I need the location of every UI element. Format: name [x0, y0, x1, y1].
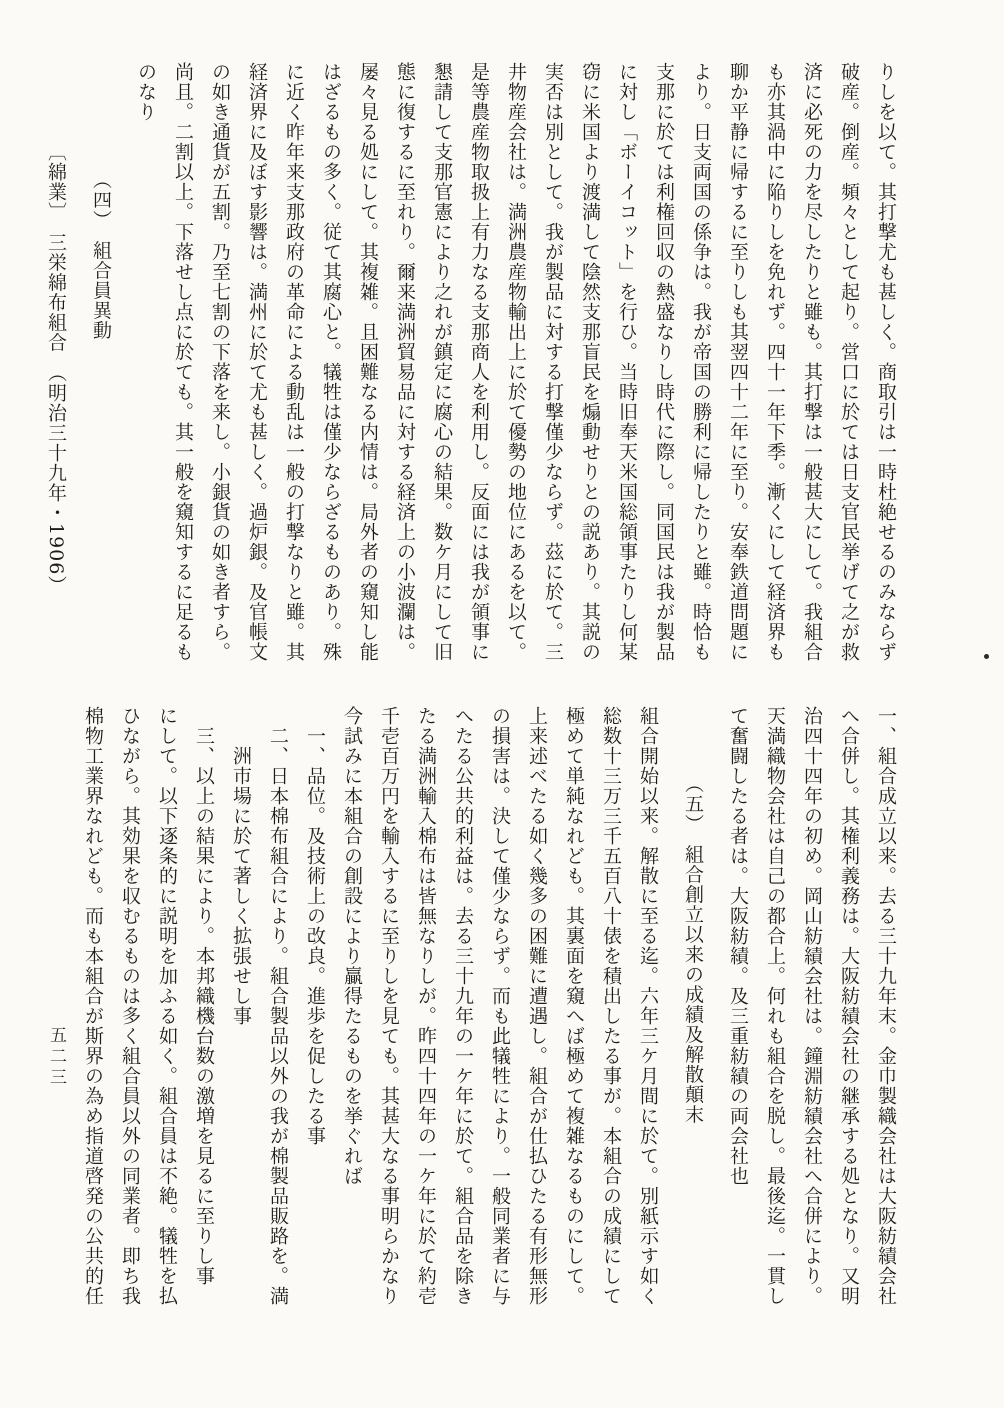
text-column: 破産。倒産。頻々として起り。営口に於ては日支官民挙げて之が救 [838, 62, 860, 662]
text-column: 懇請して支那官憲により之れが鎮定に腐心の結果。数ケ月にして旧 [431, 62, 453, 662]
text-column: ひながら。其効果を収むるものは多く組合員以外の同業者。即ち我 [119, 706, 141, 1306]
page-number: 五二三 [46, 1026, 66, 1089]
text-column: へ合併し。其権利義務は。大阪紡績会社の継承する処となり。又明 [838, 706, 860, 1306]
text-column: 支那に於ては利権回収の熱盛なりし時代に際し。同国民は我が製品 [653, 62, 675, 662]
text-column: 尚且。二割以上。下落せし点に於ても。其一般を窺知するに足るも [172, 62, 194, 662]
text-column: りしを以て。其打撃尤も甚しく。商取引は一時杜絶せるのみならず [875, 62, 897, 662]
text-column: に近く昨年来支那政府の革命による動乱は一般の打撃なりと雖。其 [283, 62, 305, 662]
text-column: 実否は別として。我が製品に対する打撃僅少ならず。茲に於て。三 [542, 62, 564, 662]
text-column: より。日支両国の係争は。我が帝国の勝利に帰したりと雖。時恰も [690, 62, 712, 662]
text-column: に対し「ボーイコット」を行ひ。当時旧奉天米国総領事たりし何某 [616, 62, 638, 662]
text-column: 窃に米国より渡満して陰然支那盲民を煽動せりとの説あり。其説の [579, 62, 601, 662]
article-title: 〔綿業〕 三栄綿布組合 （明治三十九年・1906） [45, 142, 67, 596]
top-page-text-block [37, 62, 904, 670]
text-column: 聊か平静に帰するに至りしも其翌四十二年に至り。安奉鉄道問題に [727, 62, 749, 662]
text-column: へたる公共的利益は。去る三十九年の一ケ年に於て。組合品を除き [452, 706, 474, 1306]
text-column: て奮闘したる者は。大阪紡績。及三重紡績の両会社也 [727, 706, 749, 1186]
text-column: 経済界に及ぼす影響は。満州に於て尤も甚しく。過炉銀。及官帳文 [246, 62, 268, 662]
text-column: も亦其渦中に陥りしを免れず。四十一年下季。漸くにして経済界も [764, 62, 786, 662]
text-column: 千壱百万円を輸入するに至りしを見ても。其甚大なる事明らかなり [378, 706, 400, 1306]
text-column: 態に復するに至れり。爾来満洲貿易品に対する経済上の小波瀾は。 [394, 62, 416, 662]
ink-speck [984, 654, 989, 659]
list-item-column: 洲市場に於て著しく拡張せし事 [230, 746, 252, 1026]
text-column: たる満洲輸入棉布は皆無なりしが。昨四十四年の一ケ年に於て約壱 [415, 706, 437, 1306]
text-column: 棉物工業界なれども。而も本組合が斯界の為め指道啓発の公共的任 [82, 706, 104, 1306]
text-column: 極めて単純なれども。其裏面を窺へば極めて複雑なるものにして。 [563, 706, 585, 1306]
bottom-page-text-block [74, 706, 904, 1320]
text-column: 屡々見る処にして。其複雑。且困難なる内情は。局外者の窺知し能 [357, 62, 379, 662]
text-column: 今試みに本組合の創設により贏得たるものを挙ぐれば [341, 706, 363, 1186]
text-column: にして。以下逐条的に説明を加ふる如く。組合員は不絶。犠牲を払 [156, 706, 178, 1306]
text-column: 一、組合成立以来。去る三十九年末。金巾製織会社は大阪紡績会社 [875, 706, 897, 1306]
text-column: 総数十三万三千五百八十俵を積出したる事が。本組合の成績にして [600, 706, 622, 1306]
text-column: 天満織物会社は自己の都合上。何れも組合を脱し。最後迄。一貫し [764, 706, 786, 1306]
section-heading-4: （四） 組合員異動 [90, 170, 112, 341]
text-column: 済に必死の力を尽したりと雖も。其打撃は一般甚大にして。我組合 [801, 62, 823, 662]
text-column: の如き通貨が五割。乃至七割の下落を来し。小銀貨の如き者すら。 [209, 62, 231, 662]
section-heading-5: （五） 組合創立以来の成績及解散顛末 [682, 774, 704, 1125]
list-item-column: 一、品位。及技術上の改良。進歩を促したる事 [304, 726, 326, 1146]
text-column: の損害は。決して僅少ならず。而も此犠牲により。一般同業者に与 [489, 706, 511, 1306]
text-column: 上来述べたる如く幾多の困難に遭遇し。組合が仕払ひたる有形無形 [526, 706, 548, 1306]
text-column: のなり [135, 62, 157, 122]
list-item-column: 二、日本棉布組合により。組合製品以外の我が棉製品販路を。満 [267, 726, 289, 1306]
text-column: 是等農産物取扱上有力なる支那商人を利用し。反面には我が領事に [468, 62, 490, 662]
list-item-column: 三、以上の結果により。本邦織機台数の激増を見るに至りし事 [193, 726, 215, 1286]
text-column: 治四十四年の初め。岡山紡績会社は。鐘淵紡績会社へ合併により。 [801, 706, 823, 1306]
text-column: はざるもの多く。従て其腐心と。犠牲は僅少ならざるものあり。殊 [320, 62, 342, 662]
text-column: 組合開始以来。解散に至る迄。六年三ケ月間に於て。別紙示す如く [637, 706, 659, 1306]
text-column: 井物産会社は。満洲農産物輸出上に於て優勢の地位にあるを以て。 [505, 62, 527, 662]
